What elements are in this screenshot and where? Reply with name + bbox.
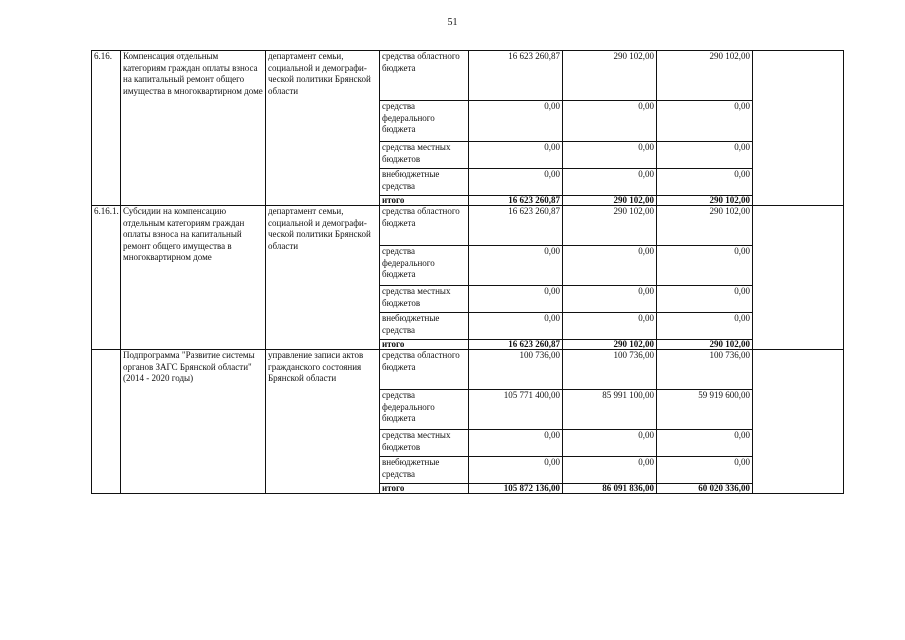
amount-cell: 0,00: [657, 457, 753, 484]
total-cell: 60 020 336,00: [657, 484, 753, 494]
amount-cell: 100 736,00: [469, 350, 563, 390]
empty-cell: [753, 350, 844, 494]
funding-source: средства местных бюджетов: [380, 142, 469, 169]
measure-name: Субсидии на компенсацию отдельным категориям граждан оплаты взноса на капитальный ремонт общего имущества в многоквартирном доме: [121, 206, 266, 350]
total-cell: 290 102,00: [657, 340, 753, 350]
funding-source: средства федерального бюджета: [380, 101, 469, 142]
funding-source: средства областного бюджета: [380, 350, 469, 390]
amount-cell: 0,00: [657, 246, 753, 286]
amount-cell: 290 102,00: [657, 206, 753, 246]
funding-source: внебюджетные средства: [380, 313, 469, 340]
amount-cell: 0,00: [657, 142, 753, 169]
table-row: [92, 51, 844, 101]
budget-table: [91, 50, 844, 494]
amount-cell: 290 102,00: [563, 51, 657, 101]
amount-cell: 0,00: [563, 313, 657, 340]
amount-cell: 0,00: [563, 142, 657, 169]
funding-source: средства областного бюджета: [380, 51, 469, 101]
amount-cell: 0,00: [469, 142, 563, 169]
funding-source: внебюджетные средства: [380, 457, 469, 484]
amount-cell: 0,00: [657, 101, 753, 142]
total-cell: 105 872 136,00: [469, 484, 563, 494]
empty-cell: [753, 206, 844, 350]
total-cell: 16 623 260,87: [469, 196, 563, 206]
funding-source: средства федерального бюджета: [380, 390, 469, 430]
measure-name: Подпрограмма "Развитие системы органов ЗАГС Брянской области" (2014 - 2020 годы): [121, 350, 266, 494]
measure-code: 6.16.1.: [92, 206, 121, 350]
executor: департамент семьи, социальной и демографи-ческой политики Брянской области: [266, 206, 380, 350]
amount-cell: 105 771 400,00: [469, 390, 563, 430]
amount-cell: 0,00: [469, 246, 563, 286]
total-cell: 290 102,00: [563, 340, 657, 350]
amount-cell: 0,00: [563, 246, 657, 286]
amount-cell: 0,00: [657, 313, 753, 340]
executor: управление записи актов гражданского состояния Брянской области: [266, 350, 380, 494]
amount-cell: 0,00: [563, 457, 657, 484]
amount-cell: 290 102,00: [657, 51, 753, 101]
amount-cell: 0,00: [469, 457, 563, 484]
funding-source: средства областного бюджета: [380, 206, 469, 246]
amount-cell: 0,00: [657, 286, 753, 313]
total-cell: 16 623 260,87: [469, 340, 563, 350]
table-row: [92, 350, 844, 390]
amount-cell: 16 623 260,87: [469, 206, 563, 246]
funding-source: средства местных бюджетов: [380, 286, 469, 313]
amount-cell: 0,00: [469, 286, 563, 313]
amount-cell: 0,00: [469, 430, 563, 457]
amount-cell: 59 919 600,00: [657, 390, 753, 430]
page-number: 51: [447, 17, 458, 28]
funding-source: средства федерального бюджета: [380, 246, 469, 286]
amount-cell: 0,00: [563, 169, 657, 196]
executor: департамент семьи, социальной и демографи-ческой политики Брянской области: [266, 51, 380, 206]
amount-cell: 0,00: [657, 169, 753, 196]
amount-cell: 0,00: [563, 430, 657, 457]
amount-cell: 0,00: [563, 101, 657, 142]
measure-code: 6.16.: [92, 51, 121, 206]
total-cell: 290 102,00: [563, 196, 657, 206]
amount-cell: 0,00: [469, 101, 563, 142]
total-cell: 86 091 836,00: [563, 484, 657, 494]
measure-name: Компенсация отдельным категориям граждан оплаты взноса на капитальный ремонт общего имущества в многоквартирном доме: [121, 51, 266, 206]
amount-cell: 0,00: [469, 169, 563, 196]
amount-cell: 85 991 100,00: [563, 390, 657, 430]
amount-cell: 16 623 260,87: [469, 51, 563, 101]
amount-cell: 0,00: [563, 286, 657, 313]
amount-cell: 0,00: [469, 313, 563, 340]
total-cell: 290 102,00: [657, 196, 753, 206]
funding-source: внебюджетные средства: [380, 169, 469, 196]
amount-cell: 290 102,00: [563, 206, 657, 246]
funding-source: средства местных бюджетов: [380, 430, 469, 457]
amount-cell: 100 736,00: [657, 350, 753, 390]
table-row: [92, 206, 844, 246]
amount-cell: 100 736,00: [563, 350, 657, 390]
amount-cell: 0,00: [657, 430, 753, 457]
total-label: итого: [380, 484, 469, 494]
measure-code: [92, 350, 121, 494]
total-label: итого: [380, 340, 469, 350]
total-label: итого: [380, 196, 469, 206]
empty-cell: [753, 51, 844, 206]
